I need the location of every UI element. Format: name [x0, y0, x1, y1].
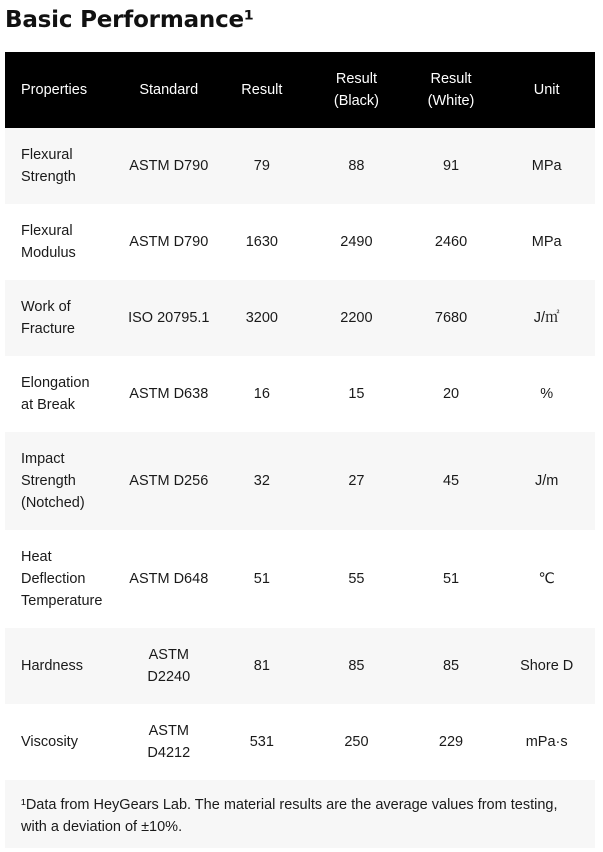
cell-unit: Shore D [520, 658, 574, 674]
cell-standard: ISO 20795.1 [128, 310, 210, 326]
cell-standard: ASTM D4212 [147, 723, 191, 761]
header-unit: Unit [533, 82, 560, 98]
cell-result-white: 229 [438, 734, 464, 750]
cell-unit: J/㎡ [533, 310, 560, 326]
table-row [5, 704, 595, 780]
cell-property: Flexural Strength [21, 147, 76, 185]
table-row [5, 128, 595, 204]
cell-result: 79 [253, 158, 270, 174]
cell-result-black: 85 [348, 658, 365, 674]
cell-result-white: 7680 [434, 310, 468, 326]
performance-table [5, 52, 595, 780]
table-row [5, 432, 595, 530]
cell-property: Elongation at Break [21, 375, 90, 413]
cell-result-black: 250 [344, 734, 369, 750]
header-result-white: Result (White) [427, 71, 475, 109]
cell-result-white: 85 [442, 658, 460, 674]
cell-result-black: 88 [348, 158, 365, 174]
cell-result-black: 15 [348, 386, 365, 402]
cell-result: 32 [253, 473, 270, 489]
table-row [5, 280, 595, 356]
cell-result: 1630 [245, 234, 278, 250]
cell-unit: J/m [534, 473, 559, 489]
cell-standard: ASTM D256 [129, 473, 209, 489]
cell-property: Work of Fracture [21, 299, 75, 337]
cell-result-white: 20 [442, 386, 460, 402]
cell-standard: ASTM D2240 [147, 647, 191, 685]
cell-unit: MPa [531, 158, 562, 174]
cell-result: 51 [253, 571, 270, 587]
cell-result-white: 91 [442, 158, 460, 174]
cell-unit: MPa [531, 234, 562, 250]
cell-result: 81 [253, 658, 270, 674]
table-header-row [5, 52, 595, 128]
cell-property: Impact Strength (Notched) [21, 451, 85, 511]
cell-property: Viscosity [21, 734, 78, 750]
header-result: Result [241, 82, 283, 98]
cell-property: Flexural Modulus [21, 223, 76, 261]
cell-unit: % [540, 386, 554, 402]
cell-unit: mPa·s [525, 734, 568, 750]
header-properties: Properties [21, 82, 88, 98]
table-row [5, 628, 595, 704]
cell-result: 531 [249, 734, 274, 750]
table-row [5, 204, 595, 280]
cell-unit: ℃ [538, 571, 555, 587]
cell-property: Hardness [21, 658, 84, 674]
table-row [5, 356, 595, 432]
cell-result-black: 2200 [340, 310, 373, 326]
cell-standard: ASTM D790 [129, 234, 209, 250]
table-row [5, 530, 595, 628]
cell-property: Heat Deflection Temperature [21, 549, 103, 609]
cell-result-black: 55 [348, 571, 365, 587]
header-result-black: Result (Black) [333, 71, 379, 109]
cell-result-white: 45 [442, 473, 460, 489]
footnote: ¹Data from HeyGears Lab. The material results are the average values from testing, with a deviation of ±10%. [5, 780, 595, 848]
cell-result-black: 2490 [340, 234, 373, 250]
page-title: Basic Performance¹ [5, 7, 254, 33]
cell-result-white: 51 [442, 571, 460, 587]
cell-result-white: 2460 [434, 234, 468, 250]
header-standard: Standard [139, 82, 199, 98]
cell-standard: ASTM D638 [129, 386, 209, 402]
cell-result: 3200 [245, 310, 278, 326]
cell-result-black: 27 [348, 473, 365, 489]
cell-standard: ASTM D790 [129, 158, 209, 174]
cell-standard: ASTM D648 [129, 571, 209, 587]
cell-result: 16 [253, 386, 270, 402]
